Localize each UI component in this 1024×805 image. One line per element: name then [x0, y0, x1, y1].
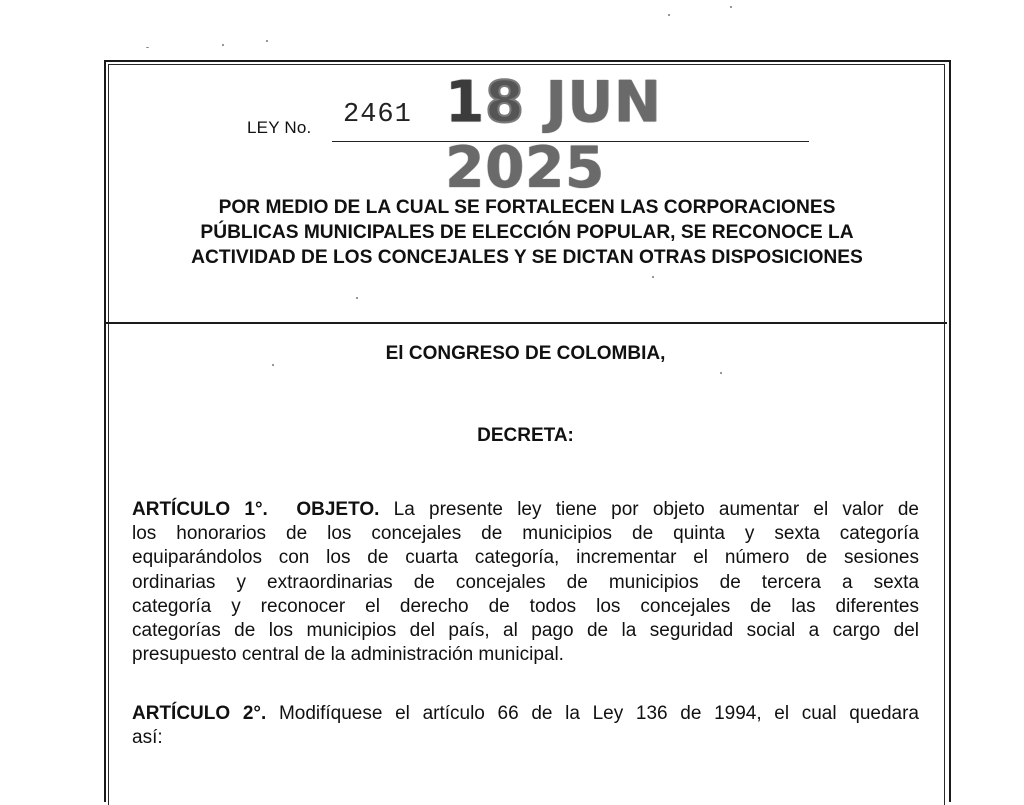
- section-divider: [106, 322, 947, 324]
- scan-speck: [668, 14, 670, 16]
- article-1: [132, 498, 919, 667]
- article-line: categoría y reconocer el derecho de todos los concejales de las diferentes: [132, 595, 919, 617]
- article-line: [132, 498, 919, 522]
- stamp-day-second-digit: 8: [484, 69, 525, 136]
- article-line: [132, 702, 919, 726]
- article-line: equiparándolos con los de cuarta categoría, incrementar el número de sesiones: [132, 547, 919, 569]
- scan-speck: [146, 47, 149, 48]
- law-title: [124, 195, 930, 270]
- stamp-month: JUN: [545, 69, 662, 136]
- stamp-year: 2025: [445, 134, 605, 202]
- law-number-label: LEY No.: [247, 118, 312, 137]
- law-title-line: PÚBLICAS MUNICIPALES DE ELECCIÓN POPULAR, SE RECONOCE LA: [200, 222, 854, 243]
- law-title-line: POR MEDIO DE LA CUAL SE FORTALECEN LAS CORPORACIONES: [218, 197, 836, 218]
- date-stamp: [445, 71, 807, 202]
- law-number-underline: [332, 141, 809, 142]
- scan-speck: [222, 44, 224, 46]
- article-line: los honorarios de los concejales de municipios de quinta y sexta categoría: [132, 523, 919, 545]
- article-2: [132, 702, 919, 750]
- scan-speck: [730, 6, 732, 8]
- article-line: ordinarias y extraordinarias de concejales de municipios de tercera a sexta: [132, 571, 919, 593]
- enacting-body: El CONGRESO DE COLOMBIA,: [385, 343, 666, 364]
- law-number-line: [247, 69, 807, 202]
- article-subheading: OBJETO.: [296, 499, 380, 520]
- article-text: Modifíquese el artículo 66 de la Ley 136 de 1994, el cual quedara: [278, 703, 919, 724]
- article-heading: ARTÍCULO 2°.: [132, 703, 267, 724]
- article-line: categorías de los municipios del país, al pago de la seguridad social a cargo del: [132, 620, 919, 642]
- article-line: presupuesto central de la administración municipal.: [132, 644, 564, 666]
- article-text: La presente ley tiene por objeto aumentar el valor de: [393, 499, 919, 520]
- article-line: así:: [132, 727, 163, 749]
- law-number: 2461: [343, 100, 412, 130]
- law-title-line: ACTIVIDAD DE LOS CONCEJALES Y SE DICTAN OTRAS DISPOSICIONES: [191, 247, 863, 268]
- article-heading: ARTÍCULO 1°.: [132, 499, 268, 520]
- scan-speck: [266, 40, 268, 42]
- decreta-heading: DECRETA:: [477, 425, 574, 446]
- stamp-day-first-digit: 1: [445, 69, 485, 136]
